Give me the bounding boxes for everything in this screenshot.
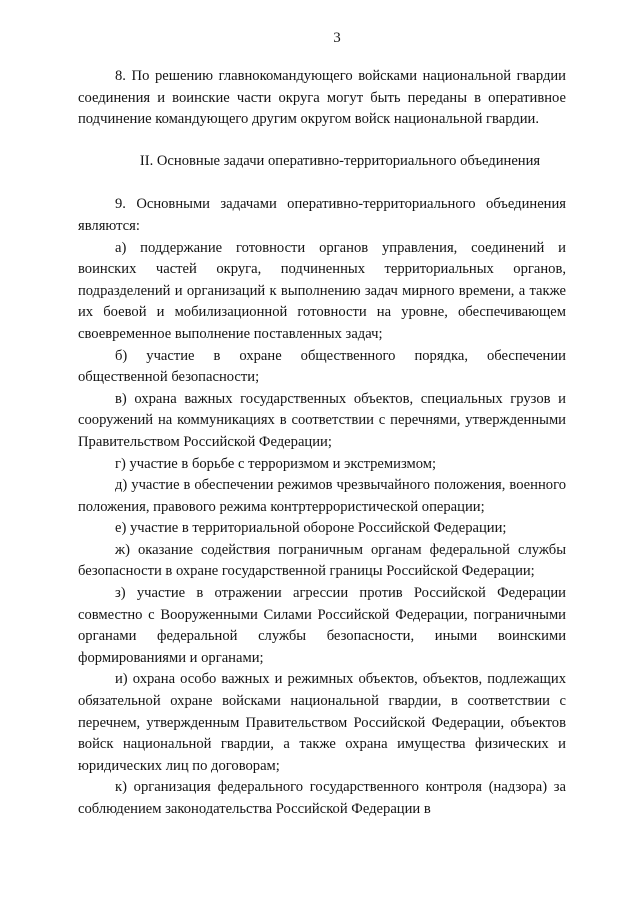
- list-item-z: з) участие в отражении агрессии против Российской Федерации совместно с Вооруженными Силами Российской Федерации, пограничными органами федеральной службы безопасности, иными воинскими формированиями и органами;: [78, 585, 566, 666]
- paragraph-8: 8. По решению главнокомандующего войсками национальной гвардии соединения и воинские части округа могут быть переданы в оперативное подчинение командующего другим округом войск национальной гвардии.: [78, 68, 566, 128]
- list-item-v: в) охрана важных государственных объектов, специальных грузов и сооружений на коммуникациях в соответствии с перечнями, утвержденными Правительством Российской Федерации;: [78, 390, 566, 450]
- list-item-g: г) участие в борьбе с терроризмом и экстремизмом;: [115, 455, 437, 472]
- list-item-zh: ж) оказание содействия пограничным органам федеральной службы безопасности в охране государственной границы Российской Федерации;: [78, 541, 566, 580]
- section-heading: II. Основные задачи оперативно-территориального объединения: [139, 152, 541, 169]
- list-item-i: и) охрана особо важных и режимных объектов, объектов, подлежащих обязательной охране войсками национальной гвардии, в соответствии с перечнем, утвержденным Правительством Российской Федерации, объектов войск национальной гвардии, а также охрана имущества физических и юридических лиц по договорам;: [78, 671, 566, 774]
- list-item-d: д) участие в обеспечении режимов чрезвычайного положения, военного положения, правового режима контртеррористической операции;: [78, 477, 566, 515]
- list-item-b: б) участие в охране общественного порядка, обеспечении общественной безопасности;: [78, 347, 566, 386]
- paragraph-9-intro: 9. Основными задачами оперативно-территориального объединения являются:: [78, 196, 566, 234]
- list-item-e: е) участие в территориальной обороне Российской Федерации;: [115, 520, 507, 537]
- spacer-before-heading: [78, 131, 566, 151]
- page-number: 3: [333, 30, 341, 46]
- spacer-after-heading: [78, 172, 566, 194]
- document-body: [78, 66, 566, 821]
- list-item-k: к) организация федерального государственного контроля (надзора) за соблюдением законодательства Российской Федерации в: [78, 779, 566, 817]
- list-item-a: а) поддержание готовности органов управления, соединений и воинских частей округа, подчиненных территориальных органов, подразделений и организаций к выполнению задач мирного времени, а также их боевой и мобилизационной готовности на уровне, обеспечивающем своевременное выполнение поставленных задач;: [78, 239, 566, 342]
